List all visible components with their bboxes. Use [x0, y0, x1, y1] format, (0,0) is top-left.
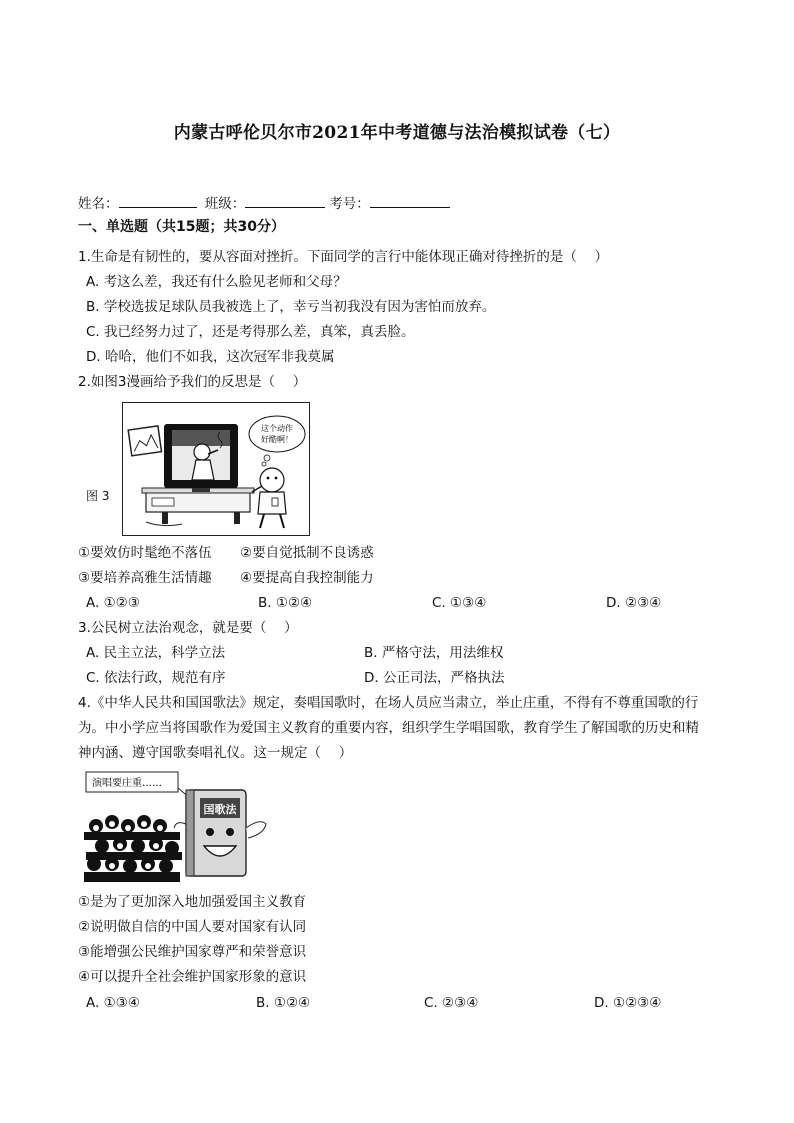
question-4-stem-line-1: 4.《中华人民共和国国歌法》规定，奏唱国歌时，在场人员应当肃立，举止庄重，不得有不尊重国歌的行 — [78, 695, 699, 711]
question-1-option-b[interactable]: B. 学校选拔足球队员我被选上了，幸亏当初我没有因为害怕而放弃。 — [86, 299, 496, 315]
exam-number-field[interactable] — [370, 193, 450, 208]
class-field[interactable] — [245, 193, 325, 208]
question-4-stem-line-3: 神内涵、遵守国歌奏唱礼仪。这一规定（ ） — [78, 745, 353, 761]
question-2-statement-4: ④要提高自我控制能力 — [240, 570, 374, 586]
question-2-option-c[interactable]: C. ①③④ — [432, 595, 487, 611]
question-1-stem: 1.生命是有韧性的，要从容面对挫折。下面同学的言行中能体现正确对待挫折的是（ ） — [78, 249, 609, 265]
name-field[interactable] — [119, 193, 197, 208]
student-info-line — [78, 193, 454, 213]
question-3-option-d[interactable]: D. 公正司法，严格执法 — [364, 670, 505, 686]
bubble-line-1: 这个动作 — [261, 424, 293, 433]
bubble-line-2: 好酷啊！ — [261, 435, 293, 444]
question-1-option-c[interactable]: C. 我已经努力过了，还是考得那么差，真笨，真丢脸。 — [86, 324, 415, 340]
question-4-statement-1: ①是为了更加深入地加强爱国主义教育 — [78, 894, 307, 910]
section-heading: 一、单选题（共15题；共30分） — [78, 219, 285, 235]
question-2-stem: 2.如图3漫画给予我们的反思是（ ） — [78, 374, 307, 390]
question-4-statement-2: ②说明做自信的中国人要对国家有认同 — [78, 919, 307, 935]
question-4-statement-3: ③能增强公民维护国家尊严和荣誉意识 — [78, 944, 307, 960]
question-2-statement-3: ③要培养高雅生活情趣 — [78, 570, 212, 586]
exam-number-label: 考号： — [329, 196, 370, 212]
tv-cartoon-illustration — [122, 402, 310, 536]
question-3-option-b[interactable]: B. 严格守法，用法维权 — [364, 645, 504, 661]
question-3-stem: 3.公民树立法治观念，就是要（ ） — [78, 620, 298, 636]
question-4-stem-line-2: 为。中小学应当将国歌作为爱国主义教育的重要内容，组织学生学唱国歌，教育学生了解国歌的历史和精 — [78, 720, 699, 736]
question-2-option-b[interactable]: B. ①②④ — [258, 595, 313, 611]
question-4-option-b[interactable]: B. ①②④ — [256, 995, 311, 1011]
figure-3-label: 图 3 — [86, 489, 110, 503]
question-2-statement-2: ②要自觉抵制不良诱惑 — [240, 545, 374, 561]
question-3-option-a[interactable]: A. 民主立法，科学立法 — [86, 645, 226, 661]
class-label: 班级： — [204, 196, 246, 212]
question-2-option-a[interactable]: A. ①②③ — [86, 595, 140, 611]
question-4-option-d[interactable]: D. ①②③④ — [594, 995, 662, 1011]
question-1-option-a[interactable]: A. 考这么差，我还有什么脸见老师和父母？ — [86, 274, 347, 290]
anthem-law-cartoon-illustration — [82, 768, 274, 882]
page-title: 内蒙古呼伦贝尔市2021年中考道德与法治模拟试卷（七） — [173, 123, 621, 143]
speech-sign-text: 演唱要庄重…… — [92, 778, 162, 789]
question-2-option-d[interactable]: D. ②③④ — [606, 595, 662, 611]
question-4-option-c[interactable]: C. ②③④ — [424, 995, 479, 1011]
book-title: 国歌法 — [203, 803, 237, 816]
name-label: 姓名： — [78, 196, 119, 212]
question-4-statement-4: ④可以提升全社会维护国家形象的意识 — [78, 969, 307, 985]
question-2-statement-1: ①要效仿时髦绝不落伍 — [78, 545, 212, 561]
question-4-option-a[interactable]: A. ①③④ — [86, 995, 140, 1011]
question-1-option-d[interactable]: D. 哈哈，他们不如我，这次冠军非我莫属 — [86, 349, 335, 365]
question-3-option-c[interactable]: C. 依法行政，规范有序 — [86, 670, 226, 686]
